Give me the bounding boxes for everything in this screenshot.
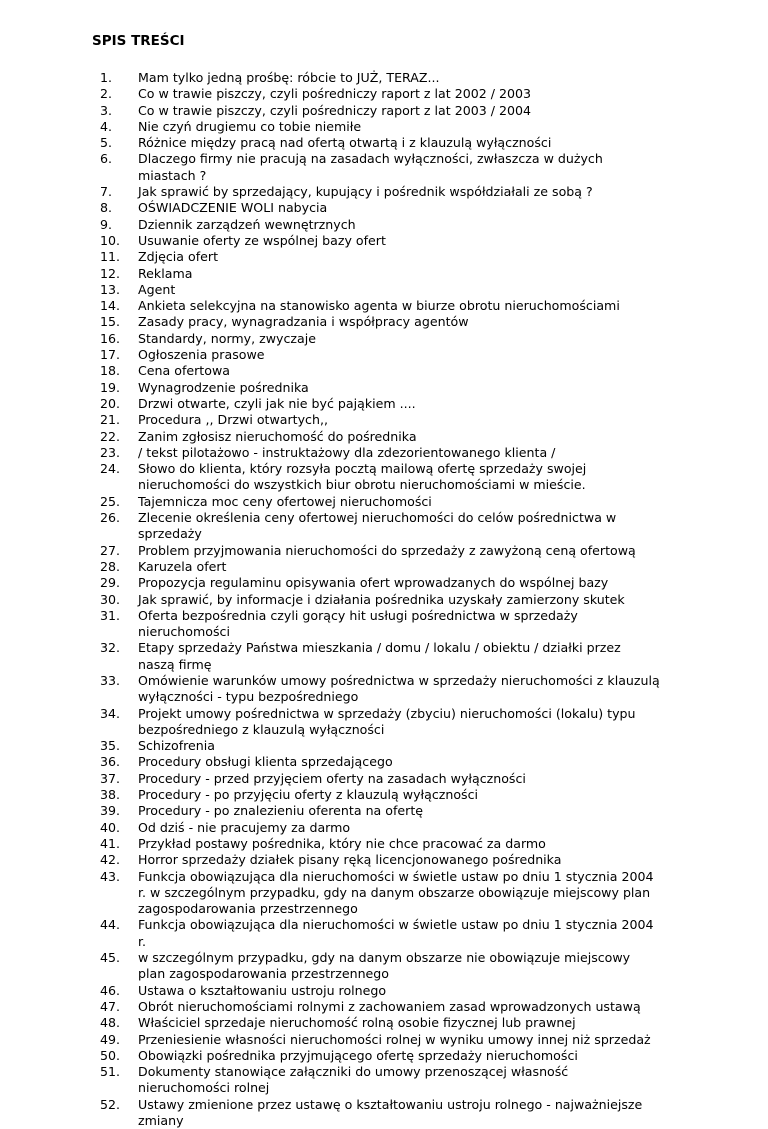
toc-entry <box>100 738 660 754</box>
toc-entry-number: 8. <box>100 200 113 216</box>
toc-entry <box>100 233 660 249</box>
toc-entry-number: 43. <box>100 868 121 884</box>
toc-entry-number: 2. <box>100 86 113 102</box>
toc-entry-text: Różnice między pracą nad ofertą otwartą i z klauzulą wyłączności <box>138 135 552 151</box>
toc-entry-text: Funkcja obowiązująca dla nieruchomości w świetle ustaw po dniu 1 stycznia 2004 r. w szczególnym przypadku, gdy na danym obszarze obowiązuje miejscowy plan zagospodarowania przestrzennego <box>138 868 654 917</box>
toc-entry <box>100 151 660 184</box>
toc-entry-number: 39. <box>100 803 121 819</box>
toc-entry <box>100 1032 660 1048</box>
toc-entry <box>100 70 660 86</box>
toc-entry <box>100 575 660 591</box>
toc-entry-text: Cena ofertowa <box>138 363 230 379</box>
toc-entry-number: 28. <box>100 558 121 574</box>
page-title: SPIS TREŚCI <box>92 33 185 49</box>
toc-entry-number: 45. <box>100 950 121 966</box>
toc-entry-number: 21. <box>100 412 121 428</box>
toc-entry <box>100 103 660 119</box>
toc-entry-text: Projekt umowy pośrednictwa w sprzedaży (zbyciu) nieruchomości (lokalu) typu bezpośredniego z klauzulą wyłączności <box>138 705 636 737</box>
toc-entry-number: 27. <box>100 542 121 558</box>
toc-entry-number: 32. <box>100 640 121 656</box>
toc-entry-number: 36. <box>100 754 121 770</box>
toc-entry-text: Schizofrenia <box>138 738 215 754</box>
toc-entry-text: Zlecenie określenia ceny ofertowej nieruchomości do celów pośrednictwa w sprzedaży <box>138 510 617 542</box>
toc-entry-text: Dziennik zarządzeń wewnętrznych <box>138 216 356 232</box>
toc-entry-text: OŚWIADCZENIE WOLI nabycia <box>138 200 328 216</box>
toc-entry-number: 52. <box>100 1096 121 1112</box>
toc-entry-text: Propozycja regulaminu opisywania ofert wprowadzanych do wspólnej bazy <box>138 575 609 591</box>
toc-entry-text: Zanim zgłosisz nieruchomość do pośrednika <box>138 428 417 444</box>
toc-entry-number: 49. <box>100 1031 121 1047</box>
toc-entry-number: 31. <box>100 607 121 623</box>
toc-entry <box>100 200 660 216</box>
toc-entry-text: Wynagrodzenie pośrednika <box>138 379 309 395</box>
toc-entry-number: 15. <box>100 314 121 330</box>
toc-entry-text: Słowo do klienta, który rozsyła pocztą mailową ofertę sprzedaży swojej nieruchomości do wszystkich biur obrotu nieruchomościami w mieście. <box>138 461 587 493</box>
toc-entry-number: 26. <box>100 510 121 526</box>
toc-entry-text: Właściciel sprzedaje nieruchomość rolną osobie fizycznej lub prawnej <box>138 1015 576 1031</box>
toc-entry <box>100 445 660 461</box>
toc-entry-text: Jak sprawić by sprzedający, kupujący i pośrednik współdziałali ze sobą ? <box>138 184 593 200</box>
toc-entry <box>100 429 660 445</box>
toc-entry-text: Zdjęcia ofert <box>138 249 219 265</box>
toc-entry <box>100 673 660 706</box>
toc-entry-text: Ustawy zmienione przez ustawę o kształtowaniu ustroju rolnego - najważniejsze zmiany <box>138 1096 643 1128</box>
toc-entry-text: Reklama <box>138 265 193 281</box>
toc-entry-number: 18. <box>100 363 121 379</box>
toc-entry-text: Oferta bezpośrednia czyli gorący hit usługi pośrednictwa w sprzedaży nieruchomości <box>138 607 578 640</box>
toc-entry-number: 13. <box>100 281 121 297</box>
toc-entry <box>100 412 660 428</box>
toc-entry-text: Dlaczego firmy nie pracują na zasadach wyłączności, zwłaszcza w dużych miastach ? <box>138 151 603 183</box>
toc-entry-number: 14. <box>100 298 121 314</box>
toc-entry <box>100 1064 660 1097</box>
toc-entry <box>100 543 660 559</box>
toc-entry <box>100 640 660 673</box>
toc-entry-number: 30. <box>100 591 121 607</box>
toc-entry-text: Od dziś - nie pracujemy za darmo <box>138 819 351 835</box>
toc-entry-number: 29. <box>100 575 121 591</box>
toc-entry-text: w szczególnym przypadku, gdy na danym obszarze nie obowiązuje miejscowy plan zagospodarowania przestrzennego <box>138 950 631 982</box>
toc-entry <box>100 950 660 983</box>
toc-entry-text: Jak sprawić, by informacje i działania pośrednika uzyskały zamierzony skutek <box>138 591 625 607</box>
toc-entry <box>100 249 660 265</box>
toc-entry-number: 20. <box>100 395 121 411</box>
toc-entry-text: Drzwi otwarte, czyli jak nie być pająkiem .... <box>138 395 416 411</box>
toc-entry-text: Ankieta selekcyjna na stanowisko agenta w biurze obrotu nieruchomościami <box>138 298 620 314</box>
table-of-contents <box>100 70 660 1129</box>
toc-entry <box>100 983 660 999</box>
toc-entry-number: 17. <box>100 347 121 363</box>
toc-entry-number: 50. <box>100 1047 121 1063</box>
toc-entry <box>100 282 660 298</box>
toc-entry <box>100 836 660 852</box>
toc-entry-text: Standardy, normy, zwyczaje <box>138 330 316 346</box>
toc-entry <box>100 184 660 200</box>
toc-entry-number: 35. <box>100 738 121 754</box>
toc-entry-number: 47. <box>100 998 121 1014</box>
toc-entry-text: / tekst pilotażowo - instruktażowy dla zdezorientowanego klienta / <box>138 444 556 460</box>
toc-entry <box>100 298 660 314</box>
toc-entry-text: Ogłoszenia prasowe <box>138 347 265 363</box>
toc-entry-number: 9. <box>100 216 113 232</box>
toc-entry-number: 4. <box>100 118 113 134</box>
toc-entry-text: Procedury - po znalezieniu oferenta na ofertę <box>138 803 424 819</box>
toc-entry-number: 42. <box>100 852 121 868</box>
toc-entry <box>100 266 660 282</box>
toc-entry-number: 24. <box>100 461 121 477</box>
toc-entry-number: 46. <box>100 982 121 998</box>
toc-entry <box>100 771 660 787</box>
toc-entry-text: Przeniesienie własności nieruchomości rolnej w wyniku umowy innej niż sprzedaż <box>138 1031 651 1047</box>
toc-entry-text: Zasady pracy, wynagradzania i współpracy agentów <box>138 314 469 330</box>
toc-entry-number: 37. <box>100 770 121 786</box>
toc-entry <box>100 820 660 836</box>
toc-entry <box>100 331 660 347</box>
toc-entry <box>100 1015 660 1031</box>
toc-entry-text: Procedury - przed przyjęciem oferty na zasadach wyłączności <box>138 770 526 786</box>
toc-entry-text: Etapy sprzedaży Państwa mieszkania / domu / lokalu / obiektu / działki przez naszą firmę <box>138 640 621 672</box>
toc-entry-number: 25. <box>100 493 121 509</box>
toc-entry <box>100 119 660 135</box>
toc-entry <box>100 396 660 412</box>
toc-entry <box>100 86 660 102</box>
toc-entry-text: Funkcja obowiązująca dla nieruchomości w świetle ustaw po dniu 1 stycznia 2004 r. <box>138 917 654 949</box>
toc-entry <box>100 380 660 396</box>
toc-entry-text: Dokumenty stanowiące załączniki do umowy przenoszącej własność nieruchomości rolnej <box>138 1064 569 1096</box>
toc-entry-text: Omówienie warunków umowy pośrednictwa w sprzedaży nieruchomości z klauzulą wyłączności - typu bezpośredniego <box>138 672 660 705</box>
toc-entry-number: 6. <box>100 151 113 167</box>
toc-entry-number: 5. <box>100 135 113 151</box>
toc-entry-text: Usuwanie oferty ze wspólnej bazy ofert <box>138 232 386 248</box>
toc-entry <box>100 608 660 641</box>
toc-entry <box>100 461 660 494</box>
toc-entry <box>100 1097 660 1129</box>
toc-entry <box>100 754 660 770</box>
toc-entry-number: 51. <box>100 1064 121 1080</box>
toc-entry <box>100 852 660 868</box>
toc-entry-number: 12. <box>100 265 121 281</box>
toc-entry-text: Ustawa o kształtowaniu ustroju rolnego <box>138 982 387 998</box>
toc-entry-number: 48. <box>100 1015 121 1031</box>
toc-entry <box>100 217 660 233</box>
toc-entry-number: 3. <box>100 102 113 118</box>
toc-entry-text: Tajemnicza moc ceny ofertowej nieruchomości <box>138 493 432 509</box>
toc-entry-text: Przykład postawy pośrednika, który nie chce pracować za darmo <box>138 835 546 851</box>
toc-entry-text: Co w trawie piszczy, czyli pośredniczy raport z lat 2002 / 2003 <box>138 86 532 102</box>
toc-entry <box>100 347 660 363</box>
toc-entry-number: 1. <box>100 70 113 85</box>
toc-entry-text: Co w trawie piszczy, czyli pośredniczy raport z lat 2003 / 2004 <box>138 102 532 118</box>
toc-entry <box>100 706 660 739</box>
toc-entry-number: 40. <box>100 819 121 835</box>
toc-entry <box>100 1048 660 1064</box>
toc-entry-text: Problem przyjmowania nieruchomości do sprzedaży z zawyżoną ceną ofertową <box>138 542 636 558</box>
toc-entry-number: 10. <box>100 232 121 248</box>
toc-entry-number: 44. <box>100 917 121 933</box>
toc-entry-number: 11. <box>100 249 121 265</box>
toc-entry-text: Agent <box>138 281 176 297</box>
toc-entry <box>100 592 660 608</box>
toc-entry <box>100 363 660 379</box>
toc-entry-text: Horror sprzedaży działek pisany ręką licencjonowanego pośrednika <box>138 852 562 868</box>
toc-entry-text: Obrót nieruchomościami rolnymi z zachowaniem zasad wprowadzonych ustawą <box>138 998 641 1014</box>
toc-entry <box>100 510 660 543</box>
toc-entry-text: Procedura ,, Drzwi otwartych,, <box>138 412 328 428</box>
toc-entry <box>100 787 660 803</box>
toc-entry-number: 34. <box>100 705 121 721</box>
toc-entry-number: 33. <box>100 672 121 688</box>
toc-entry <box>100 135 660 151</box>
toc-entry <box>100 494 660 510</box>
toc-entry <box>100 803 660 819</box>
toc-entry-text: Obowiązki pośrednika przyjmującego ofertę sprzedaży nieruchomości <box>138 1047 578 1063</box>
toc-entry <box>100 917 660 950</box>
toc-entry <box>100 999 660 1015</box>
toc-entry-number: 7. <box>100 184 113 200</box>
toc-entry-number: 22. <box>100 428 121 444</box>
toc-entry-text: Nie czyń drugiemu co tobie niemiłe <box>138 118 362 134</box>
toc-entry-number: 16. <box>100 330 121 346</box>
toc-entry-number: 23. <box>100 444 121 460</box>
toc-entry <box>100 559 660 575</box>
toc-entry-number: 41. <box>100 835 121 851</box>
toc-entry <box>100 314 660 330</box>
toc-entry <box>100 869 660 918</box>
toc-entry-text: Procedury - po przyjęciu oferty z klauzulą wyłączności <box>138 787 479 803</box>
toc-entry-text: Karuzela ofert <box>138 558 227 574</box>
toc-entry-number: 19. <box>100 379 121 395</box>
toc-entry-text: Procedury obsługi klienta sprzedającego <box>138 754 393 770</box>
toc-entry-number: 38. <box>100 787 121 803</box>
toc-entry-text: Mam tylko jedną prośbę: róbcie to JUŻ, TERAZ... <box>138 70 440 85</box>
